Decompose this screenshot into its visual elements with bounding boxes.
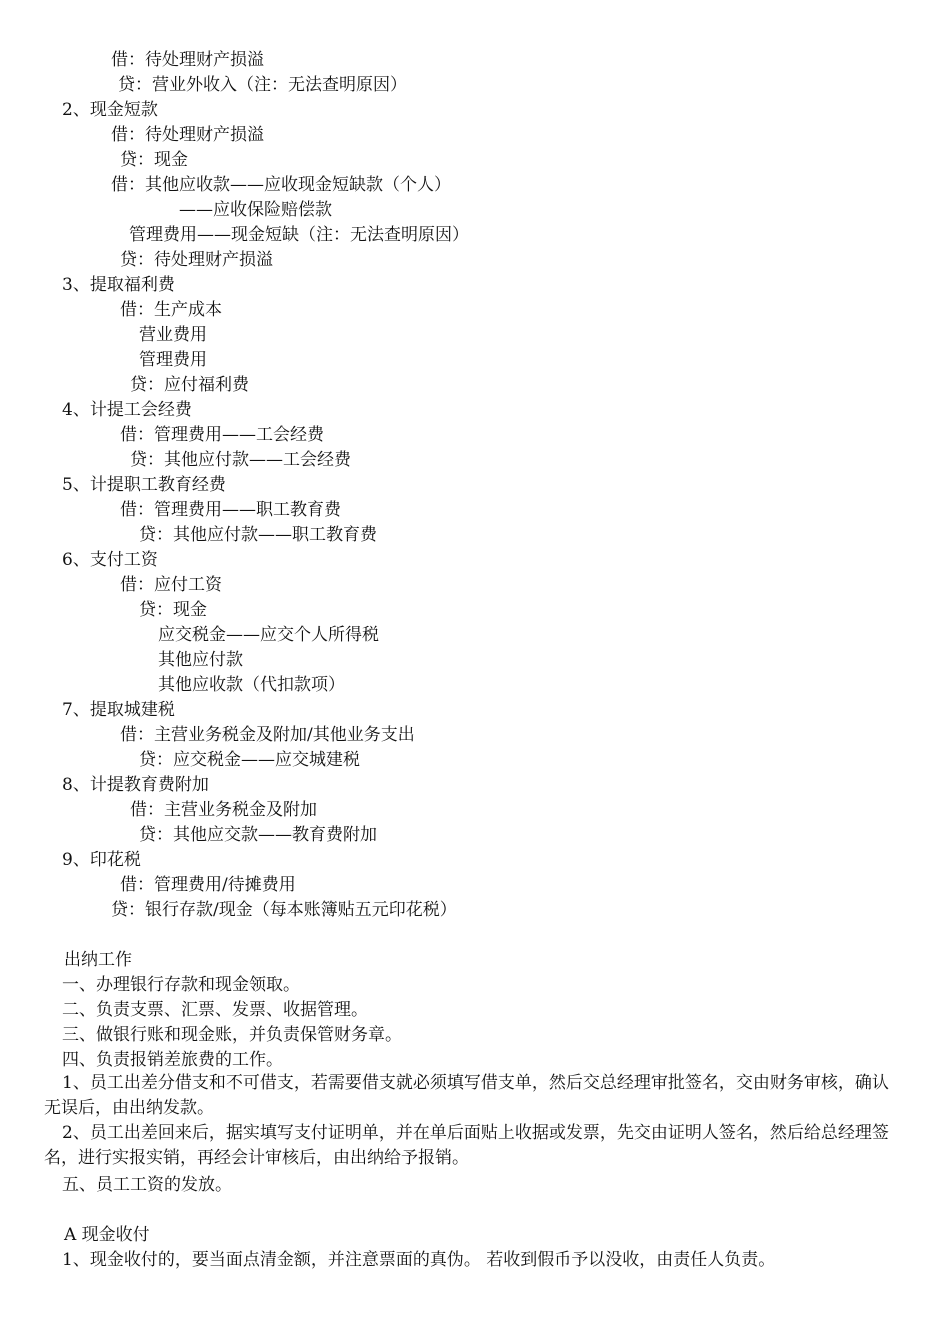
entry-line: 贷：其他应付款——工会经费 — [130, 450, 351, 470]
entry-line: 借：待处理财产损溢 — [111, 125, 264, 145]
entry-line: 借：生产成本 — [120, 300, 222, 320]
entry-line: 贷：其他应交款——教育费附加 — [139, 825, 377, 845]
entry-line: 贷：应付福利费 — [130, 375, 249, 395]
entry-line: 贷：现金 — [120, 150, 188, 170]
duty-item: 二、负责支票、汇票、发票、收据管理。 — [62, 1000, 368, 1020]
section-heading: 3、提取福利费 — [62, 275, 175, 295]
entry-line: 借：管理费用/待摊费用 — [120, 875, 296, 895]
entry-line: 借：应付工资 — [120, 575, 222, 595]
duty-item: 一、办理银行存款和现金领取。 — [62, 975, 300, 995]
section-heading: 5、计提职工教育经费 — [62, 475, 226, 495]
duty-item: 三、做银行账和现金账，并负责保管财务章。 — [62, 1025, 402, 1045]
entry-line: ——应收保险赔偿款 — [179, 200, 332, 220]
section-heading: 8、计提教育费附加 — [62, 775, 209, 795]
section-heading: 7、提取城建税 — [62, 700, 175, 720]
entry-line: 其他应付款 — [158, 650, 243, 670]
section-heading: 6、支付工资 — [62, 550, 158, 570]
entry-line: 借：管理费用——工会经费 — [120, 425, 324, 445]
entry-line: 借：待处理财产损溢 — [111, 50, 264, 70]
duty-paragraph: 1、员工出差分借支和不可借支，若需要借支就必须填写借支单，然后交总经理审批签名，交由财务审核，确认无误后，由出纳发款。 — [44, 1073, 889, 1118]
entry-line: 贷：应交税金——应交城建税 — [139, 750, 360, 770]
duty-item: 五、员工工资的发放。 — [62, 1175, 232, 1195]
entry-line: 借：主营业务税金及附加/其他业务支出 — [120, 725, 415, 745]
entry-line: 贷：待处理财产损溢 — [120, 250, 273, 270]
entry-line: 营业费用 — [139, 325, 207, 345]
entry-line: 应交税金——应交个人所得税 — [158, 625, 379, 645]
entry-line: 贷：其他应付款——职工教育费 — [139, 525, 377, 545]
duty-paragraph: 2、员工出差回来后，据实填写支付证明单，并在单后面贴上收据或发票，先交由证明人签名，然后给总经理签名，进行实报实销，再经会计审核后，由出纳给予报销。 — [44, 1123, 889, 1168]
entry-line: 借：管理费用——职工教育费 — [120, 500, 341, 520]
cash-paragraph: 1、现金收付的，要当面点清金额，并注意票面的真伪。 若收到假币予以没收，由责任人负责。 — [62, 1250, 776, 1270]
cashier-title: 出纳工作 — [64, 950, 132, 970]
entry-line: 借：其他应收款——应收现金短缺款（个人） — [111, 175, 451, 195]
section-heading: 9、印花税 — [62, 850, 141, 870]
entry-line: 贷：银行存款/现金（每本账簿贴五元印花税） — [111, 900, 457, 920]
entry-line: 管理费用——现金短缺（注：无法查明原因） — [129, 225, 469, 245]
duty-item: 四、负责报销差旅费的工作。 — [62, 1050, 283, 1070]
entry-line: 管理费用 — [139, 350, 207, 370]
entry-line: 贷：现金 — [139, 600, 207, 620]
entry-line: 其他应收款（代扣款项） — [158, 675, 345, 695]
cash-section-title: A 现金收付 — [64, 1225, 150, 1245]
entry-line: 贷：营业外收入（注：无法查明原因） — [118, 75, 407, 95]
section-heading: 4、计提工会经费 — [62, 400, 192, 420]
entry-line: 借：主营业务税金及附加 — [130, 800, 317, 820]
section-heading: 2、现金短款 — [62, 100, 158, 120]
